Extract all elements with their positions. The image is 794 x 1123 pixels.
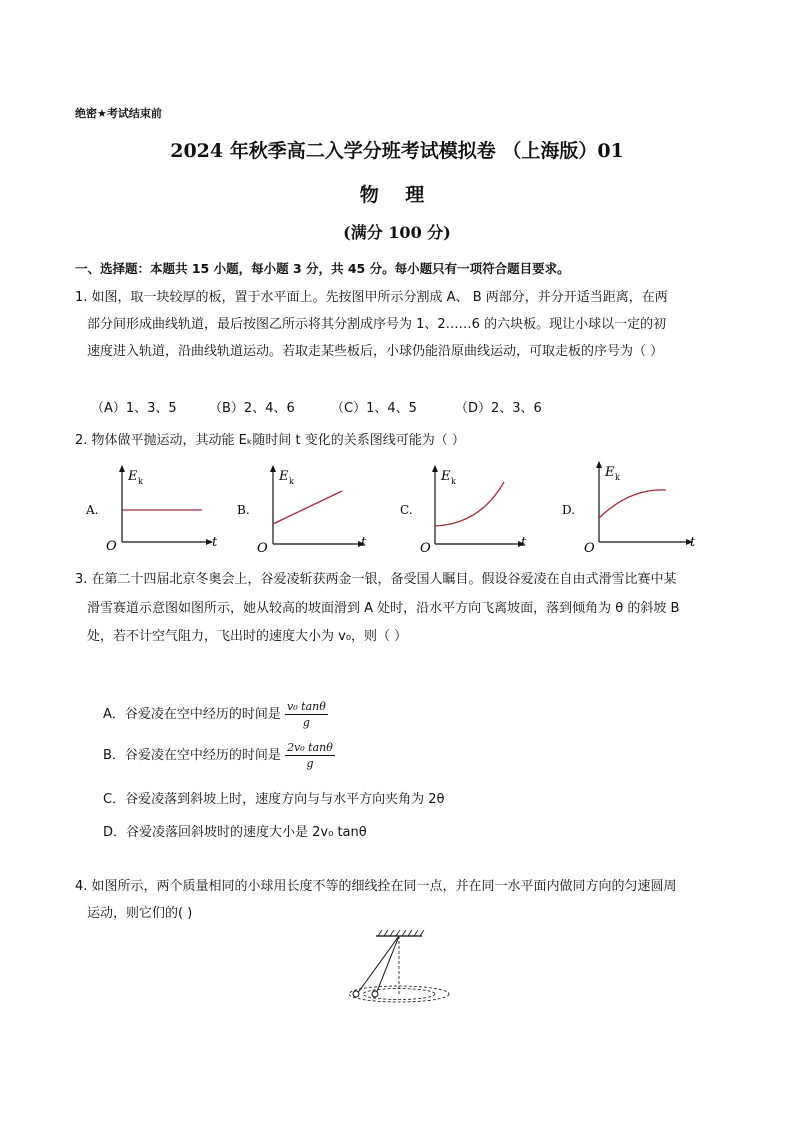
q2-graph-c-label: C.: [400, 503, 413, 517]
q2-graph-b-curve: [273, 491, 342, 524]
q1-option-b[interactable]: （B）2、4、6: [209, 401, 295, 416]
q3-option-b-text: B．谷爱凌在空中经历的时间是: [103, 748, 281, 763]
q2-graph-d-curve: [599, 490, 666, 518]
q2-graph-c-ylabel: E: [441, 469, 451, 484]
q2-graph-a-xlabel: t: [212, 535, 218, 550]
q3-option-b-numerator: 2v₀ tanθ: [287, 741, 333, 754]
section-heading: 一、选择题：本题共 15 小题，每小题 3 分，共 45 分。每小题只有一项符合题目要求。: [75, 261, 570, 276]
q2-graph-a-ysub: k: [138, 477, 143, 486]
q1-option-c[interactable]: （C）1、4、5: [331, 401, 417, 416]
q2-graph-b-xlabel: t: [361, 535, 367, 550]
q3-option-b-fraction: [285, 741, 335, 770]
q2-graph-c-origin: O: [420, 541, 431, 556]
q2-graph-d-ysub: k: [615, 473, 620, 482]
q2-graph-a[interactable]: [85, 466, 218, 554]
q1-option-d[interactable]: （D）2、3、6: [455, 401, 542, 416]
q2-graph-d-label: D.: [562, 503, 576, 517]
q1-line-1: 1. 如图，取一块较厚的板，置于水平面上。先按图甲所示分割成 A、 B 两部分，并分开适当距离，在两: [75, 290, 668, 305]
q3-option-d[interactable]: D．谷爱凌落回斜坡时的速度大小是 2v₀ tanθ: [103, 825, 367, 840]
exam-title: 2024 年秋季高二入学分班考试模拟卷 （上海版）01: [170, 140, 624, 162]
question-2: 2. 物体做平抛运动，其动能 Eₖ随时间 t 变化的关系图线可能为（ ）: [75, 433, 465, 448]
q1-line-3: 速度进入轨道，沿曲线轨道运动。若取走某些板后，小球仍能沿原曲线运动，可取走板的序号为（ ）: [87, 344, 664, 359]
q4-line-2: 运动，则它们的( ): [87, 906, 193, 921]
question-3: [75, 566, 725, 652]
ball-inner: [372, 991, 378, 997]
confidential-header: 绝密★考试结束前: [75, 107, 162, 120]
q3-option-a-fraction: [285, 700, 328, 729]
q4-pendulum-diagram: [340, 928, 460, 1008]
q2-graph-b-ylabel: E: [279, 469, 289, 484]
q3-option-a-text: A．谷爱凌在空中经历的时间是: [103, 707, 281, 722]
q3-line-1: 3. 在第二十四届北京冬奥会上，谷爱凌斩获两金一银，备受国人瞩目。假设谷爱凌在自由式滑雪比赛中某: [75, 572, 677, 587]
q2-graph-b-origin: O: [257, 541, 268, 556]
question-1: [75, 284, 725, 365]
question-4: [75, 873, 725, 927]
short-string: [376, 936, 399, 994]
q3-option-a-numerator: v₀ tanθ: [287, 700, 326, 713]
long-string: [357, 936, 399, 994]
q2-graph-d-ylabel: E: [605, 465, 615, 480]
ball-outer: [353, 991, 359, 997]
q3-option-b-denominator: g: [306, 757, 314, 770]
q3-option-b[interactable]: [103, 741, 335, 770]
q2-graph-a-ylabel: E: [128, 469, 138, 484]
q3-option-c[interactable]: C．谷爱凌落到斜坡上时，速度方向与与水平方向夹角为 2θ: [103, 792, 445, 807]
q3-line-3: 处，若不计空气阻力，飞出时的速度大小为 v₀，则（ ）: [87, 629, 408, 644]
q2-graph-b-ysub: k: [289, 477, 294, 486]
full-score: (满分 100 分): [343, 223, 451, 242]
q2-graph-c[interactable]: [400, 466, 527, 556]
q3-line-2: 滑雪赛道示意图如图所示，她从较高的坡面滑到 A 处时，沿水平方向飞离坡面，落到倾角为 θ 的斜坡 B: [87, 600, 680, 616]
q2-graph-d-xlabel: t: [690, 535, 696, 550]
q3-option-a[interactable]: [103, 700, 328, 729]
q2-graph-c-ysub: k: [451, 477, 456, 486]
q2-graph-c-curve: [435, 482, 504, 526]
q1-line-2: 部分间形成曲线轨道，最后按图乙所示将其分割成序号为 1、2……6 的六块板。现让小球以一定的初: [87, 317, 667, 332]
q4-line-1: 4. 如图所示，两个质量相同的小球用长度不等的细线拴在同一点，并在同一水平面内做同方向的匀速圆周: [75, 879, 677, 894]
q2-graph-c-xlabel: t: [521, 535, 527, 550]
q3-option-a-denominator: g: [302, 716, 310, 729]
q2-graphs: [80, 458, 720, 558]
ceiling-hatch: [378, 930, 424, 936]
q2-graph-b[interactable]: [237, 466, 367, 556]
q2-graph-a-label: A.: [86, 503, 99, 517]
subject-title: 物 理: [359, 184, 435, 206]
q2-graph-d-origin: O: [584, 541, 595, 556]
q1-option-a[interactable]: （A）1、3、5: [91, 401, 177, 416]
q2-graph-b-label: B.: [237, 503, 250, 517]
q2-graph-a-origin: O: [106, 539, 117, 554]
q2-graph-d[interactable]: [562, 462, 696, 556]
